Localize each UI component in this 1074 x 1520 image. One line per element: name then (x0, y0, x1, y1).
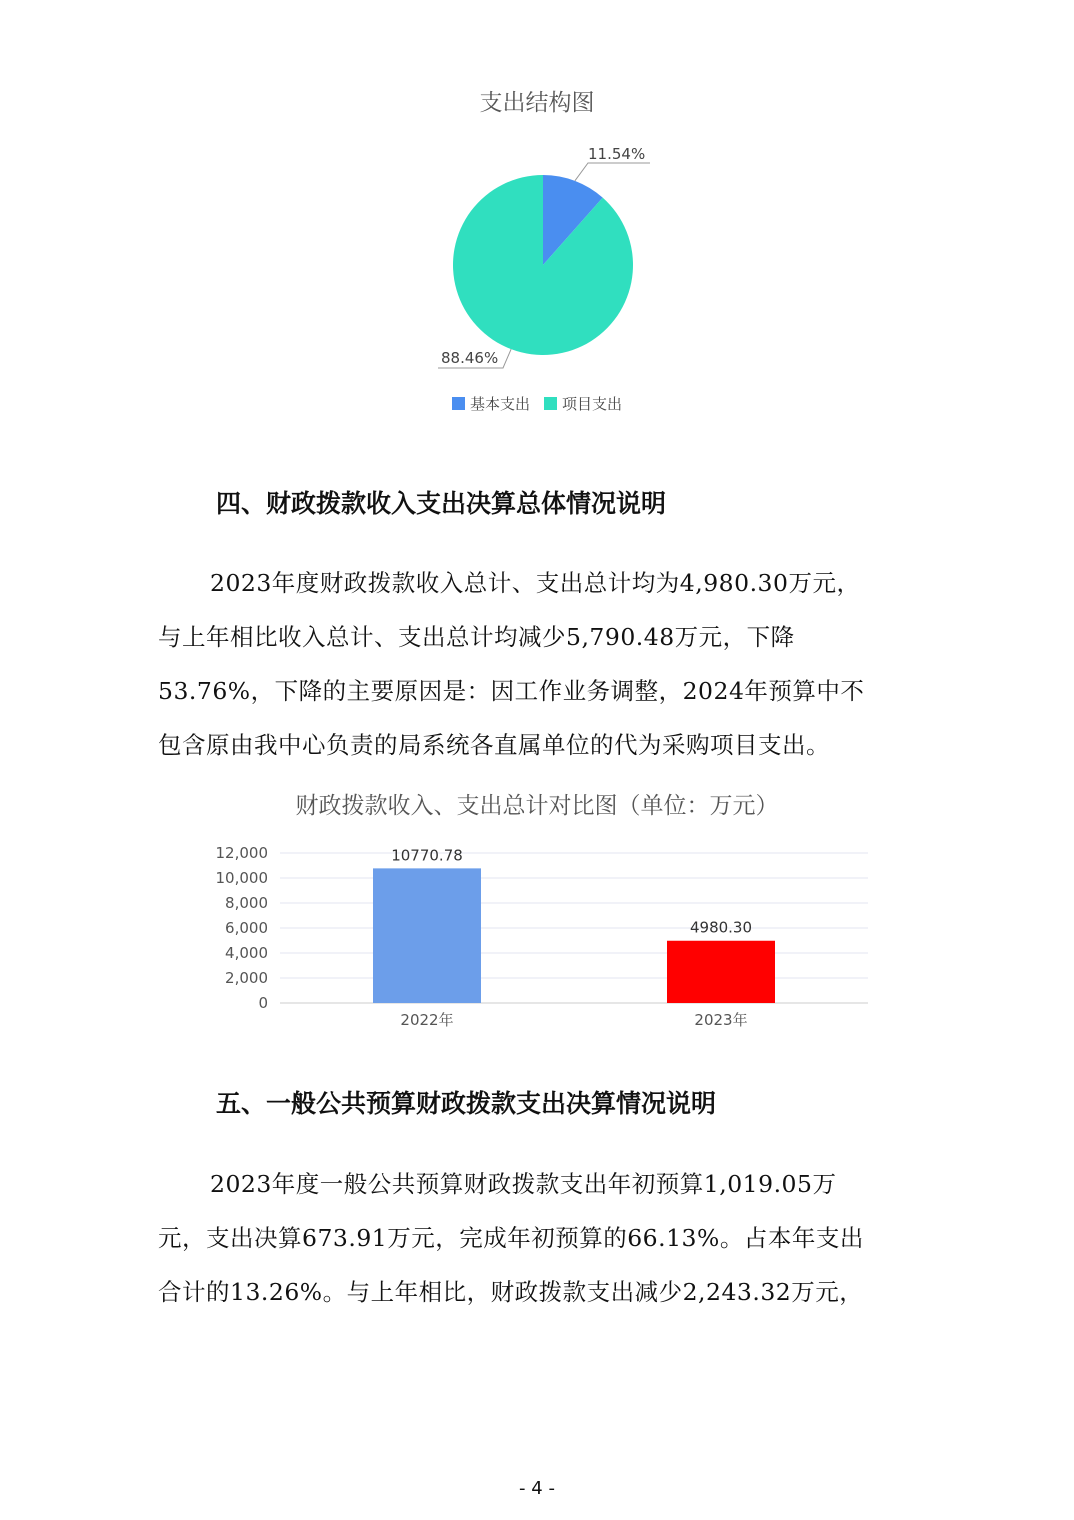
bar-grid (280, 853, 868, 1003)
bar-x-ticks (400, 1011, 747, 1029)
legend-swatch-basic (452, 397, 465, 410)
para4-line-2: 与上年相比收入总计、支出总计均减少5,790.48万元，下降 (158, 623, 795, 651)
pie-legend (0, 393, 1074, 414)
y-tick-label: 4,000 (225, 944, 268, 962)
pie-chart (0, 0, 1074, 440)
bar-data-label: 10770.78 (391, 846, 463, 865)
pie-slices (453, 175, 633, 355)
para5-line-2: 元，支出决算673.91万元，完成年初预算的66.13%。占本年支出 (158, 1224, 864, 1252)
y-tick-label: 2,000 (225, 969, 268, 987)
para5-line-3: 合计的13.26%。与上年相比，财政拨款支出减少2,243.32万元， (158, 1278, 864, 1306)
bar-data-label: 4980.30 (689, 918, 753, 937)
legend-swatch-project (544, 397, 557, 410)
legend-label-basic: 基本支出 (469, 395, 530, 413)
bar-y-ticks (216, 844, 269, 1012)
y-tick-label: 12,000 (215, 844, 268, 862)
para5-line-1: 2023年度一般公共预算财政拨款支出年初预算1,019.05万 (210, 1170, 837, 1198)
pie-leader-line-basic (575, 163, 650, 181)
x-tick-label: 2022年 (400, 1011, 454, 1029)
y-tick-label: 0 (258, 994, 268, 1012)
para4-line-3: 53.76%，下降的主要原因是：因工作业务调整，2024年预算中不 (158, 677, 865, 705)
legend-item-project (544, 393, 622, 414)
section-heading-5: 五、一般公共预算财政拨款支出决算情况说明 (216, 1089, 717, 1118)
y-tick-label: 8,000 (225, 894, 268, 912)
pie-slice-project (453, 175, 633, 355)
y-tick-label: 6,000 (225, 919, 268, 937)
pie-label-project: 88.46% (441, 349, 499, 367)
pie-label-basic: 11.54% (588, 145, 646, 163)
bar-2022年 (373, 868, 481, 1003)
bar-chart (0, 830, 1074, 1040)
section-heading-4: 四、财政拨款收入支出决算总体情况说明 (216, 489, 667, 518)
para4-line-4: 包含原由我中心负责的局系统各直属单位的代为采购项目支出。 (158, 731, 830, 759)
paragraph-4 (158, 556, 930, 772)
pie-chart-title: 支出结构图 (479, 90, 595, 116)
legend-label-project: 项目支出 (562, 395, 623, 413)
legend-item-basic (452, 393, 530, 414)
para4-line-1: 2023年度财政拨款收入总计、支出总计均为4,980.30万元， (210, 569, 861, 597)
bar-2023年 (667, 941, 775, 1003)
paragraph-5 (158, 1157, 930, 1319)
x-tick-label: 2023年 (694, 1011, 748, 1029)
y-tick-label: 10,000 (215, 869, 268, 887)
page-number: - 4 - (519, 1478, 555, 1499)
bar-chart-title: 财政拨款收入、支出总计对比图（单位：万元） (295, 793, 779, 819)
